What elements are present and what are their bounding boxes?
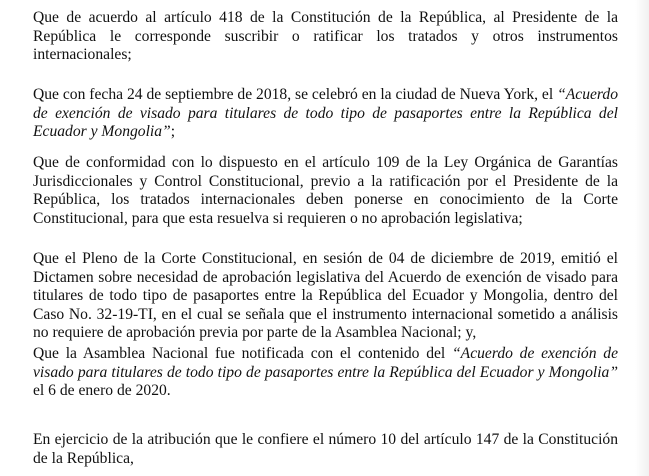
paragraph-5-text-b: el 6 de enero de 2020. <box>33 382 171 400</box>
paragraph-2 <box>33 86 618 142</box>
paragraph-2-text-a: Que con fecha 24 de septiembre de 2018, se celebró en la ciudad de Nueva York, el <box>33 86 558 103</box>
paragraph-2-agreement-title: “Acuerdo de exención de visado para titulares de todo tipo de pasaportes entre la República del Ecuador y Mongolia” <box>33 86 618 141</box>
paragraph-2-text-b: ; <box>170 123 176 141</box>
paragraph-4-text: Que el Pleno de la Corte Constitucional, en sesión de 04 de diciembre de 2019, emitió el Dictamen sobre necesidad de aprobación legislativa del Acuerdo de exención de visado para titulares de todo tipo de pasaportes entre la República del Ecuador y Mongolia, dentro del Caso No. 32-19-TI, en el cual se señala que el instrumento internacional sometido a análisis no requiere de aprobación previa por parte de la Asamblea Nacional; y, <box>33 250 618 342</box>
paragraph-5-text-a: Que la Asamblea Nacional fue notificada con el contenido del <box>33 345 452 362</box>
paragraph-5 <box>33 345 618 401</box>
paragraph-1-text: Que de acuerdo al artículo 418 de la Constitución de la República, al Presidente de la República le corresponde suscribir o ratificar los tratados y otros instrumentos internacionales; <box>33 9 618 64</box>
paragraph-3-text: Que de conformidad con lo dispuesto en el artículo 109 de la Ley Orgánica de Garantías Jurisdiccionales y Control Constitucional, previo a la ratificación por el Presidente de la República, los tratados internacionales deben ponerse en conocimiento de la Corte Constitucional, para que esta resuelva si requieren o no aprobación legislativa; <box>33 154 618 227</box>
paragraph-6 <box>33 431 618 468</box>
paragraph-3 <box>33 154 618 228</box>
paragraph-1 <box>33 9 618 65</box>
paragraph-6-text: En ejercicio de la atribución que le confiere el número 10 del artículo 147 de la Constitución de la República, <box>33 431 618 467</box>
page-edge-shadow <box>635 0 649 476</box>
paragraph-5-agreement-title: “Acuerdo de exención de visado para titulares de todo tipo de pasaportes entre la República del Ecuador y Mongolia” <box>33 345 618 381</box>
paragraph-4 <box>33 250 618 343</box>
